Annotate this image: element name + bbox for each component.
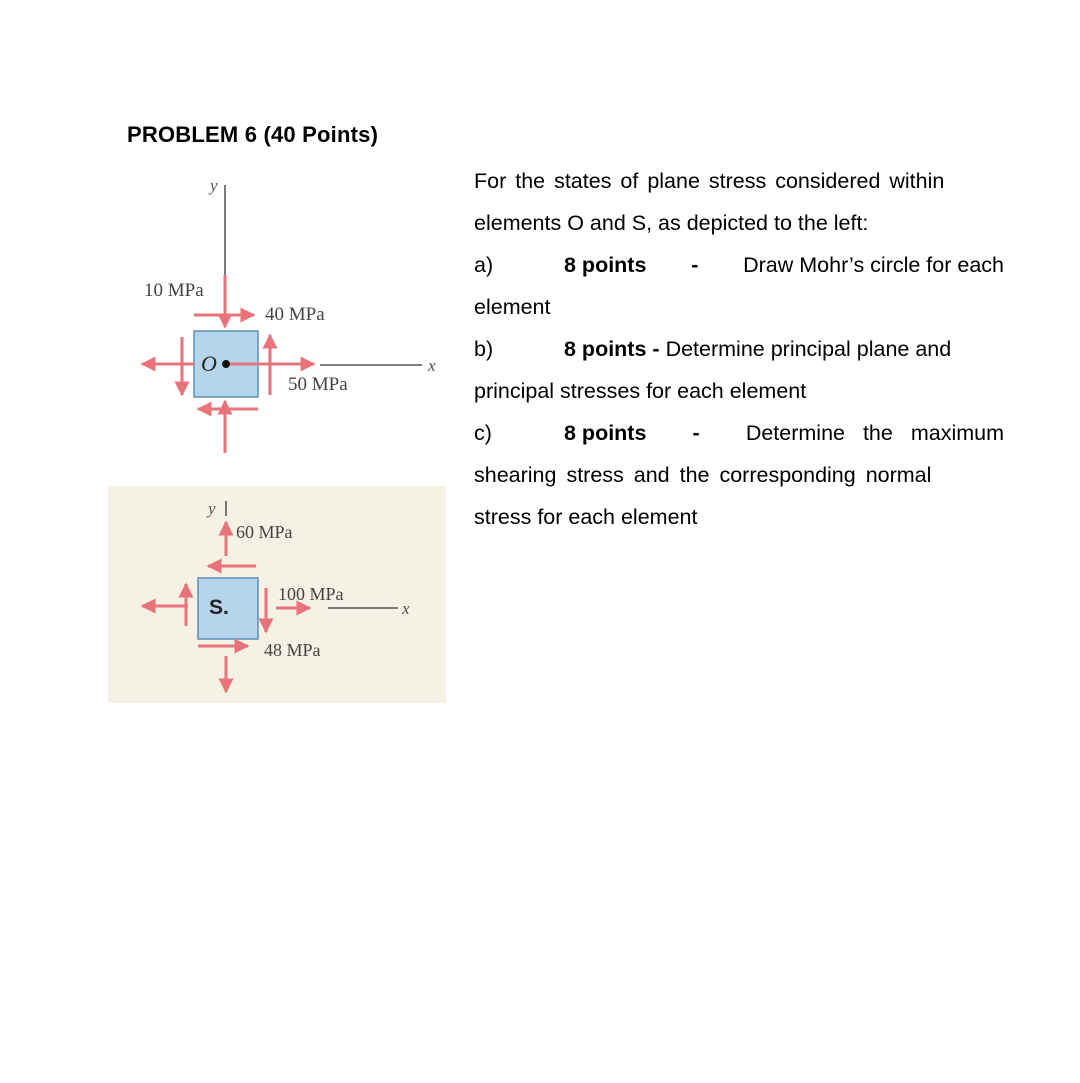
item-c-label: c) bbox=[474, 421, 492, 445]
item-c-dash: - bbox=[692, 421, 700, 445]
stress-label-40: 40 MPa bbox=[265, 304, 325, 325]
problem-title: PROBLEM 6 (40 Points) bbox=[127, 122, 379, 147]
item-c-text: Determine the maximum bbox=[745, 421, 1004, 445]
item-c-points: 8 points bbox=[564, 421, 647, 445]
item-a-line-1 bbox=[474, 244, 1004, 286]
y-axis-label: y bbox=[208, 499, 216, 518]
element-o-label: O bbox=[201, 351, 217, 376]
origin-point bbox=[222, 360, 230, 368]
x-axis-label: x bbox=[402, 599, 410, 618]
y-axis-label: y bbox=[210, 176, 218, 195]
item-c-line-1 bbox=[474, 412, 1004, 454]
item-b-text: Determine principal plane and bbox=[665, 337, 952, 361]
stress-label-100: 100 MPa bbox=[278, 584, 344, 604]
item-b-label: b) bbox=[474, 337, 494, 361]
item-a-points: 8 points bbox=[564, 253, 647, 277]
stress-label-48: 48 MPa bbox=[264, 640, 321, 660]
x-axis-label: x bbox=[428, 356, 436, 375]
item-a-label: a) bbox=[474, 253, 494, 277]
intro-line-2: elements O and S, as depicted to the left: bbox=[474, 211, 869, 235]
stress-label-10: 10 MPa bbox=[144, 280, 204, 301]
stress-label-60: 60 MPa bbox=[236, 522, 293, 542]
item-a-text: Draw Mohr’s circle for each bbox=[743, 253, 1004, 277]
item-b-line-1 bbox=[474, 328, 1004, 370]
item-b-points: 8 points bbox=[564, 337, 647, 361]
problem-statement bbox=[474, 160, 1004, 538]
item-b-line-2: principal stresses for each element bbox=[474, 379, 807, 403]
item-c-line-2: shearing stress and the corresponding normal bbox=[474, 463, 932, 487]
stress-element-s-figure bbox=[108, 486, 446, 703]
stress-label-50: 50 MPa bbox=[288, 374, 348, 395]
item-c-line-3: stress for each element bbox=[474, 505, 698, 529]
item-a-dash: - bbox=[691, 253, 699, 277]
stress-element-o-figure bbox=[130, 165, 450, 465]
item-b-dash: - bbox=[652, 337, 660, 361]
element-s-label: S. bbox=[209, 596, 229, 619]
item-a-line-2: element bbox=[474, 295, 551, 319]
intro-line-1: For the states of plane stress considered within bbox=[474, 169, 945, 193]
